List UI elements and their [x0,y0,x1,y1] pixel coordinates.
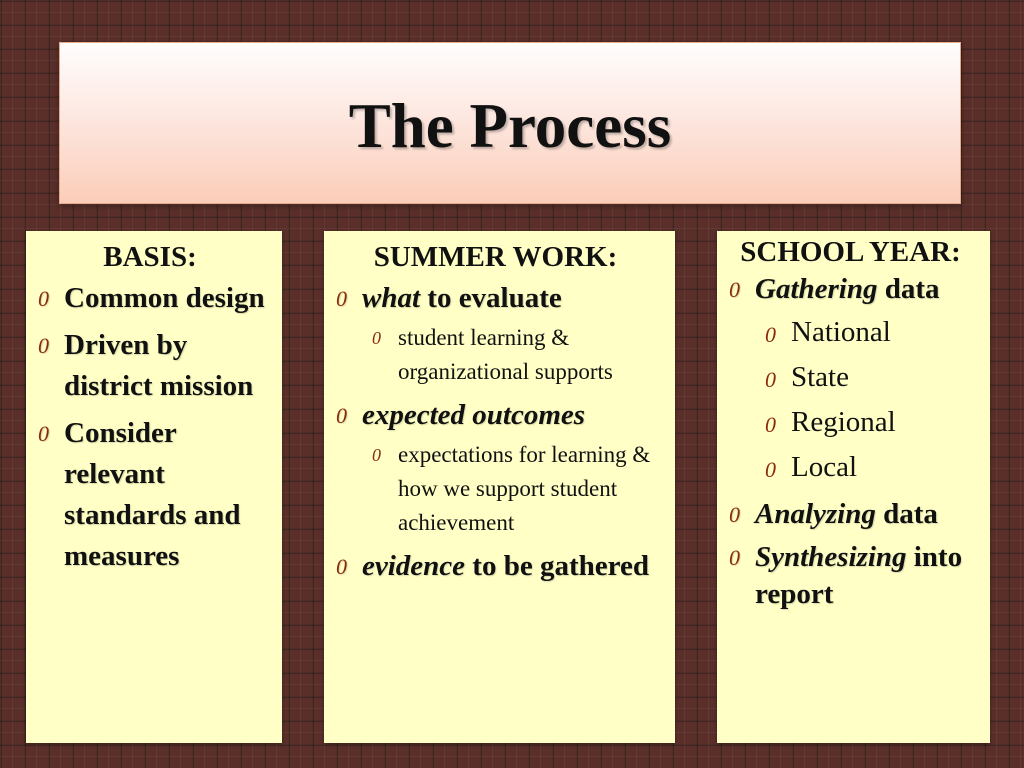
sub-bullet-icon: 0 [765,322,776,347]
title-banner [59,42,961,204]
bullet-icon: 0 [336,403,347,428]
list-item-emphasis: Gathering [755,273,878,305]
summer-work-heading: SUMMER WORK: [373,241,618,273]
sub-list-item-text: Regional [791,406,896,438]
list-item [719,539,982,613]
bullet-icon: 0 [38,333,49,358]
sub-bullet-icon: 0 [765,367,776,392]
bullet-icon: 0 [729,277,740,302]
sub-list [755,310,982,490]
slide-title: The Process [348,90,672,161]
bullet-icon: 0 [336,286,347,311]
list-item-text: data [875,498,938,530]
sub-list [362,321,665,389]
basis-list [28,278,272,577]
sub-list-item [755,400,982,445]
sub-list-item-text: State [791,361,849,393]
summer-work-list [326,278,665,587]
sub-list-item-text: expectations for learning & how we support student achievement [398,442,651,535]
list-item-emphasis: what [362,282,421,314]
list-item-emphasis: expected outcomes [362,399,586,431]
list-item [326,395,665,540]
school-year-list [719,271,982,613]
list-item-text: to be gathered [465,550,649,582]
sub-list-item [755,310,982,355]
list-item [719,496,982,533]
sub-list-item [362,321,665,389]
basis-heading: BASIS: [103,241,197,273]
list-item-text: to evaluate [420,282,562,314]
basis-panel [26,231,282,743]
list-item [326,546,665,587]
list-item-text: Driven by district mission [64,329,254,402]
list-item-emphasis: Analyzing [755,498,876,530]
school-year-heading: SCHOOL YEAR: [740,236,961,268]
sub-list [362,438,665,540]
sub-bullet-icon: 0 [765,457,776,482]
list-item-text: data [877,273,940,305]
bullet-icon: 0 [729,502,740,527]
bullet-icon: 0 [38,421,49,446]
sub-list-item [362,438,665,540]
sub-list-item [755,355,982,400]
list-item-emphasis: Synthesizing [755,541,907,573]
sub-bullet-icon: 0 [765,412,776,437]
list-item [28,278,272,319]
sub-list-item [755,445,982,490]
school-year-panel [717,231,990,743]
sub-list-item-text: National [791,316,891,348]
list-item [719,271,982,490]
bullet-icon: 0 [729,545,740,570]
list-item [28,325,272,407]
sub-list-item-text: student learning & organizational supports [398,325,613,384]
sub-list-item-text: Local [791,451,858,483]
summer-work-panel [324,231,675,743]
list-item-emphasis: evidence [362,550,466,582]
bullet-icon: 0 [38,286,49,311]
sub-bullet-icon: 0 [372,445,381,465]
sub-bullet-icon: 0 [372,328,381,348]
list-item [28,413,272,577]
bullet-icon: 0 [336,554,347,579]
list-item [326,278,665,389]
list-item-text: Common design [64,282,265,314]
list-item-text: Consider relevant standards and measures [64,417,241,572]
list-item-text: into report [755,541,963,610]
